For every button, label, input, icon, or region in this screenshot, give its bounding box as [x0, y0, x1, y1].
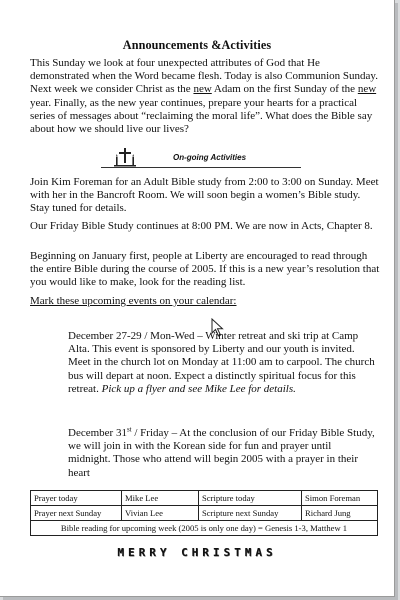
- ongoing-item: Our Friday Bible Study continues at 8:00 PM. We are now in Acts, Chapter 8.: [30, 220, 373, 232]
- table-row: [31, 491, 378, 506]
- schedule-table: [30, 490, 378, 536]
- table-cell: Vivian Lee: [122, 506, 199, 521]
- ongoing-activities-banner: [101, 146, 301, 170]
- closing-greeting: MERRY CHRISTMAS: [117, 546, 277, 559]
- table-cell: Prayer today: [31, 491, 122, 506]
- table-cell: Mike Lee: [122, 491, 199, 506]
- table-cell: Richard Jung: [302, 506, 378, 521]
- table-cell: Scripture today: [199, 491, 302, 506]
- event-text: / Friday – At the conclusion of our Friday Bible Study, we will join in with the Korean side for fun and prayer until midnight. Those who attend will begin 2005 with a prayer in their heart: [68, 427, 375, 479]
- cross-candles-icon: [113, 147, 137, 174]
- intro-new-2: new: [357, 83, 377, 96]
- table-row: [31, 506, 378, 521]
- ongoing-item: Join Kim Foreman for an Adult Bible study from 2:00 to 3:00 on Sunday. Meet with her in the Bancroft Room. We will soon begin a women’s Bible study. Stay tuned for details.: [30, 176, 379, 215]
- bible-reading-cell: Bible reading for upcoming week (2005 is only one day) = Genesis 1-3, Matthew 1: [31, 521, 378, 536]
- intro-text-3: year. Finally, as the new year continues, prepare your hearts for a practical series of messages about “reclaiming the moral life”. What does the Bible say about how we should live our lives?: [30, 96, 373, 136]
- table-cell: Simon Foreman: [302, 491, 378, 506]
- event-date-suffix: st: [126, 425, 132, 434]
- calendar-heading: Mark these upcoming events on your calendar:: [30, 295, 237, 307]
- intro-text-2: Adam on the first Sunday of the: [211, 83, 358, 96]
- event-item: [68, 427, 376, 480]
- banner-label: On-going Activities: [173, 153, 247, 162]
- intro-paragraph: [30, 57, 380, 136]
- event-text: December 27-29 / Mon-Wed – Winter retreat and ski trip at Camp Alta. This event is sponsored by Liberty and our youth is invited. Meet in the church lot on Monday at 11:00 am to carpool. The church bus will depart at noon. Expect a distinctly spiritual focus for this retreat.: [68, 330, 375, 395]
- event-note: Pick up a flyer and see Mike Lee for details.: [101, 382, 296, 395]
- page-title: Announcements &Activities: [122, 38, 272, 52]
- event-date: December 31: [68, 427, 127, 439]
- table-row: [31, 521, 378, 536]
- intro-text-1: This Sunday we look at four unexpected attributes of God that He demonstrated when the Word became flesh. Today is also Communion Sunday. Next week we consider Christ as the: [30, 57, 378, 96]
- banner-rule: [101, 167, 301, 168]
- table-cell: Scripture next Sunday: [199, 506, 302, 521]
- ongoing-item: Beginning on January first, people at Liberty are encouraged to read through the entire Bible during the course of 2005. If this is a new year’s resolution that you would like to make, look for the reading list.: [30, 250, 380, 289]
- table-cell: Prayer next Sunday: [31, 506, 122, 521]
- event-item: [68, 330, 376, 396]
- intro-new-1: new: [193, 83, 212, 96]
